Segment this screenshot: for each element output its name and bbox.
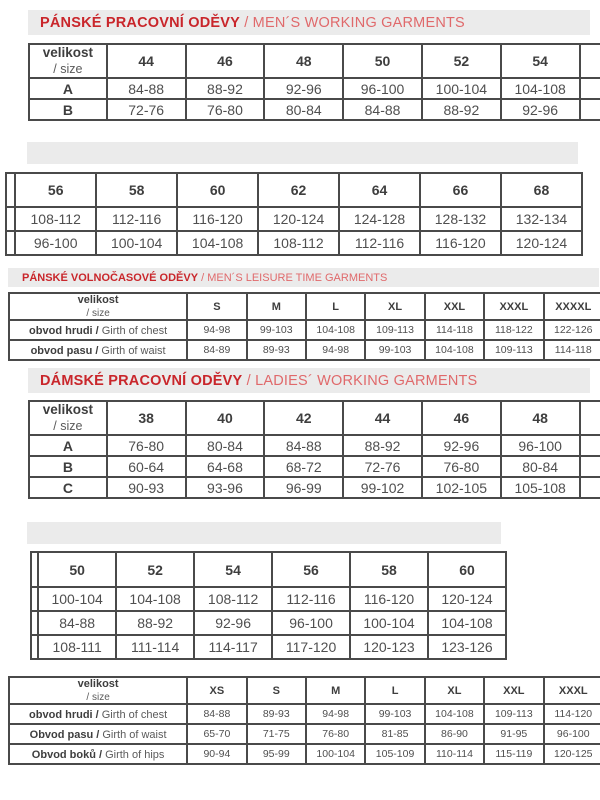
- value-cell: 108-112: [194, 587, 272, 611]
- size-header-row: [9, 677, 600, 704]
- value-cell: 105-109: [365, 744, 424, 764]
- value-cell: 93-96: [186, 477, 265, 498]
- value-cell: 114-117: [194, 635, 272, 659]
- table-row: [6, 207, 582, 231]
- size-header-cell: 46: [422, 401, 501, 435]
- value-cell: 124-128: [339, 207, 420, 231]
- value-cell: 89-93: [247, 340, 306, 360]
- size-header-cell: 50: [38, 552, 116, 587]
- value-cell: 105-108: [501, 477, 580, 498]
- value-cell: 96-100: [544, 724, 600, 744]
- value-cell: 94-98: [187, 320, 246, 340]
- value-cell: 65-70: [187, 724, 246, 744]
- measure-label-cs: obvod pasu /: [30, 345, 99, 358]
- value-cell: 68-72: [264, 456, 343, 477]
- table-ladies-working-38-48: [28, 400, 600, 510]
- value-cell: 104-108: [177, 231, 258, 255]
- value-cell: 88-92: [116, 611, 194, 635]
- value-cell: 72-76: [343, 456, 422, 477]
- size-header-cell: 56: [272, 552, 350, 587]
- measure-label-cell: [9, 320, 187, 340]
- clipped-cell: [31, 611, 38, 635]
- value-cell: 112-116: [339, 231, 420, 255]
- value-cell: 99-102: [343, 477, 422, 498]
- size-header-cell: 42: [264, 401, 343, 435]
- value-cell: 89-93: [247, 704, 306, 724]
- clipped-cell: [580, 435, 600, 456]
- clipped-cell: [31, 635, 38, 659]
- table-mens-working-56-68: [5, 172, 583, 256]
- value-cell: 109-113: [484, 704, 543, 724]
- value-cell: 114-118: [425, 320, 484, 340]
- value-cell: 90-94: [187, 744, 246, 764]
- value-cell: 114-120: [544, 704, 600, 724]
- section-title-mens-leisure: [8, 268, 599, 287]
- value-cell: 123-126: [428, 635, 506, 659]
- size-header-cell: 54: [501, 44, 580, 78]
- size-header-row: [6, 173, 582, 207]
- value-cell: 104-108: [425, 704, 484, 724]
- corner-cell: [9, 293, 187, 320]
- value-cell: 128-132: [420, 207, 501, 231]
- size-header-cell: 44: [343, 401, 422, 435]
- value-cell: 100-104: [38, 587, 116, 611]
- measure-label-cell: [9, 744, 187, 764]
- corner-label-velikost: velikost: [77, 678, 119, 690]
- value-cell: 86-90: [425, 724, 484, 744]
- clipped-cell: [580, 99, 600, 120]
- section-title-mens-working-cs: PÁNSKÉ PRACOVNÍ ODĚVY: [40, 14, 240, 31]
- value-cell: 96-99: [264, 477, 343, 498]
- size-header-cell: 58: [350, 552, 428, 587]
- value-cell: 115-119: [484, 744, 543, 764]
- value-cell: 81-85: [365, 724, 424, 744]
- clipped-cell: [31, 552, 38, 587]
- value-cell: 116-120: [177, 207, 258, 231]
- table-row: [29, 99, 600, 120]
- size-table: [5, 172, 583, 256]
- corner-label-size: / size: [86, 307, 110, 319]
- value-cell: 112-116: [272, 587, 350, 611]
- value-cell: 108-112: [258, 231, 339, 255]
- value-cell: 84-89: [187, 340, 246, 360]
- value-cell: 80-84: [501, 456, 580, 477]
- corner-label-velikost: velikost: [42, 45, 94, 61]
- value-cell: 110-114: [425, 744, 484, 764]
- table-ladies-leisure: [8, 676, 600, 765]
- value-cell: 84-88: [264, 435, 343, 456]
- value-cell: 117-120: [272, 635, 350, 659]
- corner-label-size: / size: [53, 61, 83, 76]
- value-cell: 100-104: [96, 231, 177, 255]
- size-header-cell: XXXXL: [544, 293, 600, 320]
- size-table: [28, 43, 600, 121]
- value-cell: 99-103: [365, 340, 424, 360]
- size-header-cell: M: [306, 677, 365, 704]
- section-title-ladies-working: [28, 368, 590, 393]
- value-cell: 109-113: [365, 320, 424, 340]
- spacer-band-ladies: [27, 522, 501, 544]
- size-header-cell: 50: [343, 44, 422, 78]
- clipped-cell: [580, 401, 600, 435]
- size-header-cell: 38: [107, 401, 186, 435]
- corner-cell: [9, 677, 187, 704]
- size-header-cell: 68: [501, 173, 582, 207]
- clipped-cell: [580, 477, 600, 498]
- value-cell: 102-105: [422, 477, 501, 498]
- value-cell: 120-124: [428, 587, 506, 611]
- clipped-cell: [6, 173, 15, 207]
- value-cell: 104-108: [116, 587, 194, 611]
- value-cell: 114-118: [544, 340, 600, 360]
- value-cell: 122-126: [544, 320, 600, 340]
- corner-cell: [29, 44, 107, 78]
- table-row: [9, 724, 600, 744]
- clipped-cell: [580, 44, 600, 78]
- size-header-row: [29, 401, 600, 435]
- value-cell: 118-122: [484, 320, 543, 340]
- corner-label-size: / size: [86, 691, 110, 703]
- value-cell: 88-92: [186, 78, 265, 99]
- value-cell: 76-80: [107, 435, 186, 456]
- measure-label-cs: obvod hrudi /: [29, 709, 99, 722]
- section-title-mens-leisure-en: / MEN´S LEISURE TIME GARMENTS: [198, 271, 388, 284]
- size-header-cell: XS: [187, 677, 246, 704]
- section-title-mens-working: [28, 10, 590, 35]
- spacer-band-mens: [27, 142, 578, 164]
- measure-label-en: Girth of hips: [105, 749, 165, 762]
- value-cell: 88-92: [343, 435, 422, 456]
- value-cell: 120-124: [501, 231, 582, 255]
- value-cell: 108-112: [15, 207, 96, 231]
- size-header-cell: 52: [422, 44, 501, 78]
- value-cell: 108-111: [38, 635, 116, 659]
- measure-label-cell: [9, 724, 187, 744]
- value-cell: 120-123: [350, 635, 428, 659]
- measure-label-cs: Obvod pasu /: [29, 729, 100, 742]
- size-header-cell: 64: [339, 173, 420, 207]
- size-header-cell: 40: [186, 401, 265, 435]
- table-row: [9, 320, 600, 340]
- clipped-cell: [6, 231, 15, 255]
- size-header-cell: 52: [116, 552, 194, 587]
- size-table: [28, 400, 600, 499]
- value-cell: 72-76: [107, 99, 186, 120]
- size-header-cell: 62: [258, 173, 339, 207]
- table-row: [29, 477, 600, 498]
- value-cell: 76-80: [306, 724, 365, 744]
- clipped-cell: [31, 587, 38, 611]
- measure-label-en: Girth of waist: [102, 729, 167, 742]
- corner-cell: [29, 401, 107, 435]
- size-header-cell: 66: [420, 173, 501, 207]
- row-label-cell: B: [29, 99, 107, 120]
- value-cell: 76-80: [186, 99, 265, 120]
- value-cell: 116-120: [420, 231, 501, 255]
- size-header-cell: 44: [107, 44, 186, 78]
- section-title-mens-working-en: / MEN´S WORKING GARMENTS: [240, 14, 465, 31]
- table-mens-leisure: [8, 292, 600, 361]
- value-cell: 90-93: [107, 477, 186, 498]
- value-cell: 84-88: [187, 704, 246, 724]
- value-cell: 132-134: [501, 207, 582, 231]
- size-table: [8, 292, 600, 361]
- table-row: [6, 231, 582, 255]
- value-cell: 96-100: [501, 435, 580, 456]
- size-header-row: [31, 552, 506, 587]
- value-cell: 96-100: [272, 611, 350, 635]
- size-header-cell: 58: [96, 173, 177, 207]
- section-title-ladies-working-en: / LADIES´ WORKING GARMENTS: [242, 372, 478, 389]
- value-cell: 112-116: [96, 207, 177, 231]
- value-cell: 84-88: [343, 99, 422, 120]
- value-cell: 100-104: [422, 78, 501, 99]
- value-cell: 104-108: [425, 340, 484, 360]
- table-row: [29, 435, 600, 456]
- size-header-cell: 46: [186, 44, 265, 78]
- measure-label-cs: Obvod boků /: [31, 749, 103, 762]
- table-row: [31, 635, 506, 659]
- measure-label-en: Girth of chest: [101, 709, 168, 722]
- value-cell: 120-125: [544, 744, 600, 764]
- size-header-cell: 56: [15, 173, 96, 207]
- value-cell: 91-95: [484, 724, 543, 744]
- value-cell: 96-100: [15, 231, 96, 255]
- value-cell: 84-88: [107, 78, 186, 99]
- value-cell: 99-103: [365, 704, 424, 724]
- value-cell: 71-75: [247, 724, 306, 744]
- measure-label-en: Girth of chest: [101, 325, 168, 338]
- table-row: [9, 704, 600, 724]
- table-row: [31, 611, 506, 635]
- size-header-cell: 48: [264, 44, 343, 78]
- size-header-cell: XXXL: [544, 677, 600, 704]
- size-header-row: [9, 293, 600, 320]
- measure-label-cell: [9, 340, 187, 360]
- size-header-cell: XXL: [425, 293, 484, 320]
- value-cell: 104-108: [501, 78, 580, 99]
- size-header-cell: XXXL: [484, 293, 543, 320]
- value-cell: 94-98: [306, 704, 365, 724]
- size-header-cell: XL: [365, 293, 424, 320]
- corner-label-velikost: velikost: [42, 402, 94, 418]
- value-cell: 84-88: [38, 611, 116, 635]
- row-label-cell: A: [29, 78, 107, 99]
- size-header-cell: 48: [501, 401, 580, 435]
- value-cell: 100-104: [306, 744, 365, 764]
- size-header-cell: 60: [177, 173, 258, 207]
- table-row: [29, 456, 600, 477]
- size-header-cell: 54: [194, 552, 272, 587]
- value-cell: 92-96: [264, 78, 343, 99]
- value-cell: 92-96: [501, 99, 580, 120]
- row-label-cell: C: [29, 477, 107, 498]
- value-cell: 76-80: [422, 456, 501, 477]
- value-cell: 92-96: [422, 435, 501, 456]
- value-cell: 80-84: [264, 99, 343, 120]
- value-cell: 104-108: [428, 611, 506, 635]
- row-label-cell: A: [29, 435, 107, 456]
- section-title-mens-leisure-cs: PÁNSKÉ VOLNOČASOVÉ ODĚVY: [22, 271, 199, 284]
- value-cell: 95-99: [247, 744, 306, 764]
- size-header-cell: S: [247, 677, 306, 704]
- size-header-cell: XL: [425, 677, 484, 704]
- section-title-ladies-working-cs: DÁMSKÉ PRACOVNÍ ODĚVY: [40, 372, 243, 389]
- corner-label-velikost: velikost: [77, 294, 119, 306]
- size-header-cell: L: [365, 677, 424, 704]
- value-cell: 96-100: [343, 78, 422, 99]
- value-cell: 99-103: [247, 320, 306, 340]
- clipped-cell: [580, 456, 600, 477]
- size-header-cell: M: [247, 293, 306, 320]
- clipped-cell: [6, 207, 15, 231]
- table-mens-working-44-54: [28, 43, 600, 133]
- size-header-cell: 60: [428, 552, 506, 587]
- clipped-cell: [580, 78, 600, 99]
- measure-label-en: Girth of waist: [101, 345, 166, 358]
- size-header-cell: L: [306, 293, 365, 320]
- corner-label-size: / size: [53, 418, 83, 433]
- value-cell: 60-64: [107, 456, 186, 477]
- size-table: [8, 676, 600, 765]
- value-cell: 64-68: [186, 456, 265, 477]
- value-cell: 80-84: [186, 435, 265, 456]
- value-cell: 111-114: [116, 635, 194, 659]
- table-row: [9, 340, 600, 360]
- table-row: [29, 78, 600, 99]
- row-label-cell: B: [29, 456, 107, 477]
- size-header-cell: S: [187, 293, 246, 320]
- table-row: [31, 587, 506, 611]
- value-cell: 92-96: [194, 611, 272, 635]
- size-header-cell: XXL: [484, 677, 543, 704]
- value-cell: 100-104: [350, 611, 428, 635]
- measure-label-cell: [9, 704, 187, 724]
- value-cell: 109-113: [484, 340, 543, 360]
- value-cell: 104-108: [306, 320, 365, 340]
- size-table: [30, 551, 507, 660]
- table-row: [9, 744, 600, 764]
- value-cell: 120-124: [258, 207, 339, 231]
- value-cell: 116-120: [350, 587, 428, 611]
- table-ladies-working-50-60: [30, 551, 507, 660]
- value-cell: 94-98: [306, 340, 365, 360]
- value-cell: 88-92: [422, 99, 501, 120]
- measure-label-cs: obvod hrudi /: [29, 325, 99, 338]
- size-header-row: [29, 44, 600, 78]
